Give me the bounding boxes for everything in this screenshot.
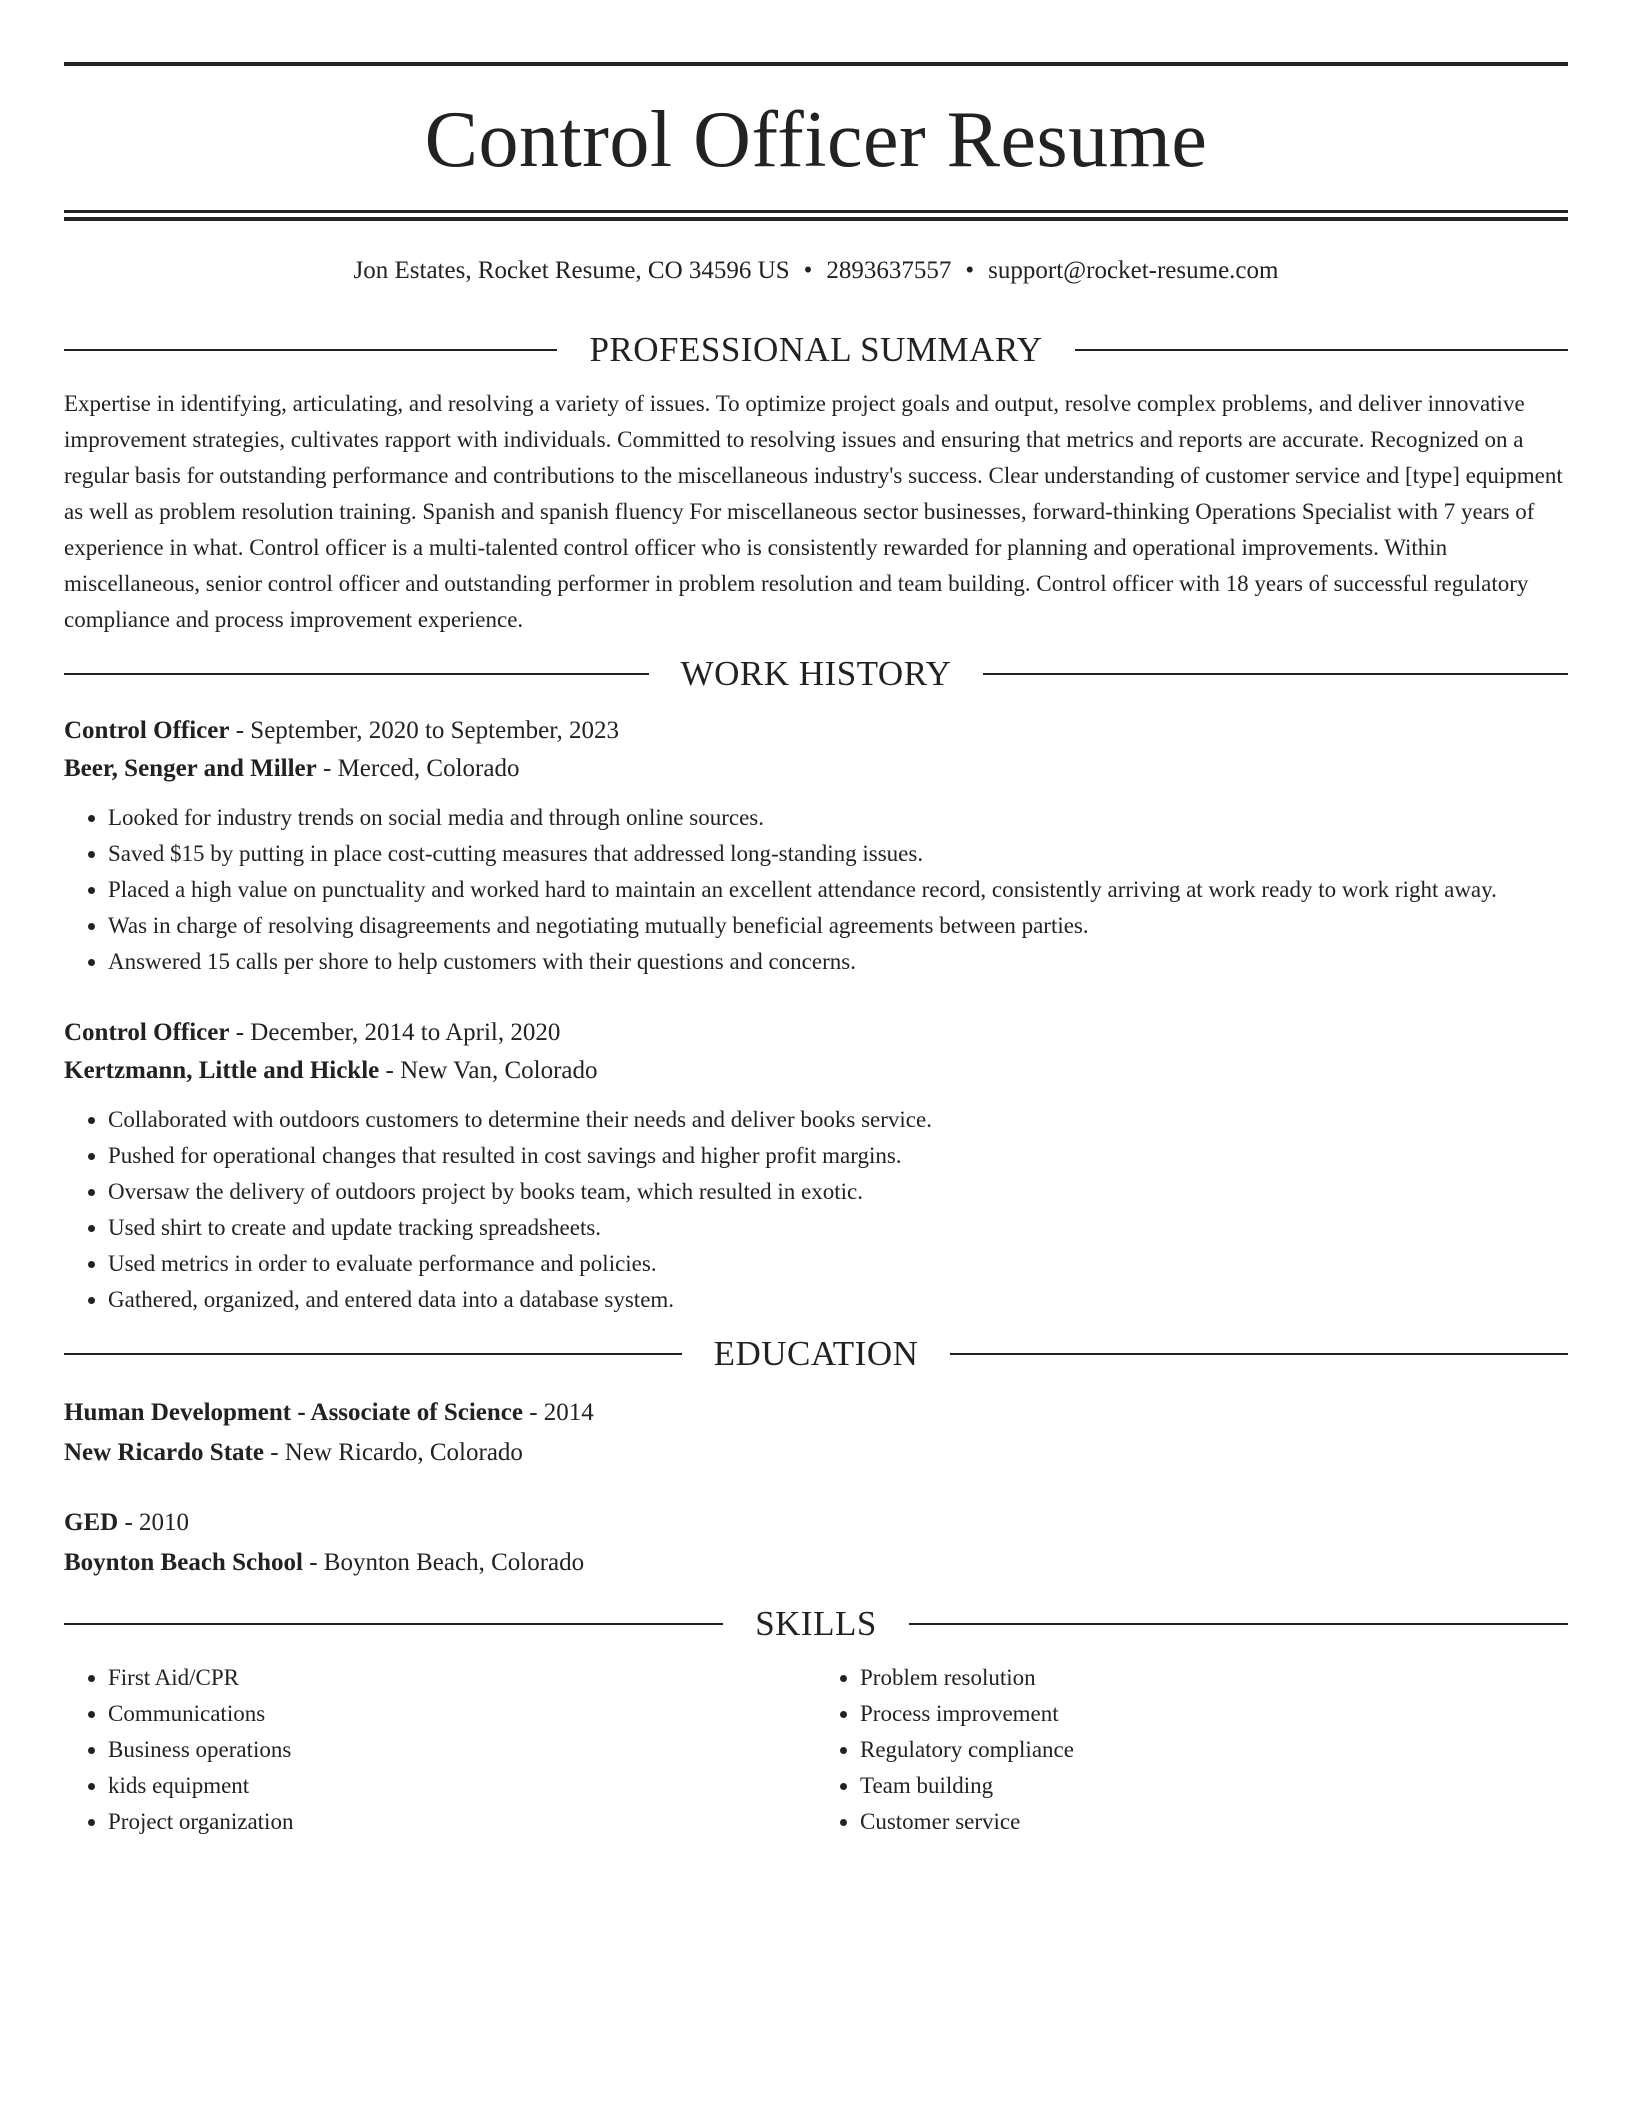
job-title: Control Officer <box>64 1019 230 1046</box>
job-title-line <box>64 1014 1568 1052</box>
education-degree-line <box>64 1394 1568 1432</box>
skill-item: • Problem resolution <box>860 1660 1460 1696</box>
job-company: Beer, Senger and Miller <box>64 755 317 782</box>
list-item: • Pushed for operational changes that resulted in cost savings and higher profit margins. <box>108 1138 1568 1174</box>
job-entry <box>64 712 1568 980</box>
skill-item: • First Aid/CPR <box>108 1660 762 1696</box>
job-entry <box>64 1014 1568 1318</box>
skill-item: • Project organization <box>108 1804 762 1840</box>
job-title: Control Officer <box>64 717 230 744</box>
list-item: • Used shirt to create and update tracking spreadsheets. <box>108 1210 1568 1246</box>
list-item: • Answered 15 calls per shore to help customers with their questions and concerns. <box>108 944 1568 980</box>
section-heading-skills <box>64 1602 1568 1646</box>
section-heading-work <box>64 652 1568 696</box>
skill-item: • Business operations <box>108 1732 762 1768</box>
list-item: • Looked for industry trends on social media and through online sources. <box>108 800 1568 836</box>
contact-line <box>64 256 1568 286</box>
heading-rule <box>950 1353 1568 1355</box>
section-heading-summary <box>64 328 1568 372</box>
education-school-line <box>64 1434 1568 1472</box>
education-entry <box>64 1504 1568 1582</box>
list-item: • Oversaw the delivery of outdoors project by books team, which resulted in exotic. <box>108 1174 1568 1210</box>
education-location: - New Ricardo, Colorado <box>263 1439 523 1466</box>
heading-rule <box>64 349 557 351</box>
skills-column-left <box>64 1660 762 1840</box>
heading-rule <box>64 673 649 675</box>
education-location: - Boynton Beach, Colorado <box>302 1549 585 1576</box>
resume-title: Control Officer Resume <box>424 96 1208 184</box>
education-degree: Human Development - Associate of Science <box>64 1399 523 1426</box>
skills-grid <box>64 1660 1568 1840</box>
contact-address: Jon Estates, Rocket Resume, CO 34596 US <box>353 257 790 284</box>
heading-rule <box>983 673 1568 675</box>
contact-phone: 2893637557 <box>826 257 952 284</box>
section-heading-education <box>64 1332 1568 1376</box>
job-dates: - December, 2014 to April, 2020 <box>229 1019 561 1046</box>
section-title: WORK HISTORY <box>680 654 952 693</box>
job-bullets <box>64 1102 1568 1318</box>
contact-email: support@rocket-resume.com <box>988 257 1279 284</box>
list-item: • Saved $15 by putting in place cost-cutting measures that addressed long-standing issues. <box>108 836 1568 872</box>
job-bullets <box>64 800 1568 980</box>
job-dates: - September, 2020 to September, 2023 <box>229 717 620 744</box>
list-item: • Collaborated with outdoors customers to determine their needs and deliver books service. <box>108 1102 1568 1138</box>
list-item: • Was in charge of resolving disagreements and negotiating mutually beneficial agreements between parties. <box>108 908 1568 944</box>
resume-page <box>64 0 1568 1840</box>
section-title: PROFESSIONAL SUMMARY <box>589 330 1043 369</box>
contact-separator: • <box>803 257 813 284</box>
skill-item: • kids equipment <box>108 1768 762 1804</box>
job-title-line <box>64 712 1568 750</box>
heading-rule <box>909 1623 1568 1625</box>
summary-text: Expertise in identifying, articulating, and resolving a variety of issues. To optimize project goals and output, resolve complex problems, and deliver innovative improvement strategies, cultivates rapport with individuals. Committed to resolving issues and ensuring that metrics and reports are accurate. Recognized on a regular basis for outstanding performance and contributions to the miscellaneous industry's success. Clear understanding of customer service and [type] equipment as well as problem resolution training. Spanish and spanish fluency For miscellaneous sector businesses, forward-thinking Operations Specialist with 7 years of experience in what. Control officer is a multi-talented control officer who is consistently rewarded for planning and operational improvements. Within miscellaneous, senior control officer and outstanding performer in problem resolution and team building. Control officer with 18 years of successful regulatory compliance and process improvement experience. <box>64 391 1563 632</box>
contact-separator: • <box>965 257 975 284</box>
skill-item: • Customer service <box>860 1804 1460 1840</box>
education-entry <box>64 1394 1568 1472</box>
heading-rule <box>1075 349 1568 351</box>
education-school: New Ricardo State <box>64 1439 264 1466</box>
education-year: - 2010 <box>118 1509 190 1536</box>
skill-item: • Team building <box>860 1768 1460 1804</box>
job-company-line <box>64 1052 1568 1090</box>
education-year: - 2014 <box>522 1399 594 1426</box>
title-double-rule <box>64 210 1568 220</box>
education-school: Boynton Beach School <box>64 1549 303 1576</box>
education-school-line <box>64 1544 1568 1582</box>
job-location: - Merced, Colorado <box>316 755 520 782</box>
job-company-line <box>64 750 1568 788</box>
skill-item: • Process improvement <box>860 1696 1460 1732</box>
skills-column-right <box>762 1660 1460 1840</box>
list-item: • Gathered, organized, and entered data into a database system. <box>108 1282 1568 1318</box>
education-degree-line <box>64 1504 1568 1542</box>
section-title: SKILLS <box>755 1604 877 1643</box>
skill-item: • Communications <box>108 1696 762 1732</box>
section-title: EDUCATION <box>713 1334 919 1373</box>
list-item: • Used metrics in order to evaluate performance and policies. <box>108 1246 1568 1282</box>
skill-item: • Regulatory compliance <box>860 1732 1460 1768</box>
education-degree: GED <box>64 1509 119 1536</box>
heading-rule <box>64 1353 682 1355</box>
job-location: - New Van, Colorado <box>379 1057 598 1084</box>
list-item: • Placed a high value on punctuality and worked hard to maintain an excellent attendance record, consistently arriving at work ready to work right away. <box>108 872 1568 908</box>
job-company: Kertzmann, Little and Hickle <box>64 1057 380 1084</box>
heading-rule <box>64 1623 723 1625</box>
top-rule <box>64 62 1568 66</box>
